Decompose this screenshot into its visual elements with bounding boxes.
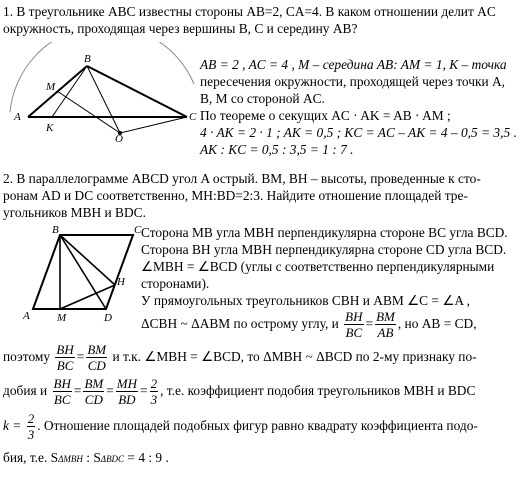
label-H2: H <box>117 276 125 288</box>
fraction-2: $\frac{BM}{CD}$ <box>84 376 104 408</box>
problem1-figure <box>0 42 200 142</box>
problem2-statement-line2: ронам AD и DC соответственно, MH:BD=2:3. Найдите отношение площадей тре- <box>3 188 468 203</box>
p2-line6-text-a: ΔCBH ~ ΔABM по острому углу, и <box>141 316 339 331</box>
p2-line10-sub2: ΔBDC <box>100 454 125 464</box>
p1-sol-line4: По теореме о секущих AC · AK = AB · AM ; <box>200 108 451 123</box>
p2-sol-line5: У прямоугольных треугольников CBH и ABM ∠C = ∠A , <box>141 293 470 308</box>
label-O: O <box>115 133 123 142</box>
p2-sol-line4: сторонами). <box>141 276 210 291</box>
p2-sol-line6: ΔCBH ~ ΔABM по острому углу, и $\frac{BH}{BC}$ = $\frac{BM}{AB}$ , но AB = CD, <box>141 309 477 341</box>
p1-sol-line3: B, M со стороной AC. <box>200 91 325 106</box>
p2-line10-sub1: ΔMBH <box>58 454 83 464</box>
p2-line7-text-a: поэтому <box>3 349 51 364</box>
p2-line8-text-a: добия и <box>3 383 48 398</box>
p2-sol-line9 <box>3 410 478 442</box>
label-B2: B <box>52 224 59 236</box>
p2-sol-line10 <box>3 450 169 467</box>
p2-sol-line2: Сторона BH угла MBH перпендикулярна стороне CD угла BCD. <box>141 242 507 257</box>
p2-sol-line1: Сторона MB угла MBH перпендикулярна стороне BC угла BCD. <box>141 225 508 240</box>
p1-sol-line5: 4 · AK = 2 · 1 ; AK = 0,5 ; KC = AC – AK = 4 – 0,5 = 3,5 . <box>200 125 517 140</box>
p2-line9-text: . Отношение площадей подобных фигур равно квадрату коэффициента подо- <box>37 418 478 433</box>
p1-sol-line6: AK : KC = 0,5 : 3,5 = 1 : 7 . <box>200 142 354 157</box>
label-C2: C <box>134 224 142 236</box>
problem2-statement-line1: 2. В параллелограмме ABCD угол A острый. BM, BH – высоты, проведенные к сто- <box>3 171 481 186</box>
label-M2: M <box>57 312 67 322</box>
p2-line7-text-b: и т.к. ∠MBH = ∠BCD, то ΔMBH ~ ΔBCD по 2-му признаку по- <box>112 349 477 364</box>
fraction-1: $\frac{BH}{BC}$ <box>53 376 71 408</box>
problem1-statement-line1: 1. В треугольнике ABC известны стороны AB=2, CA=4. В каком отношении делит AC <box>3 4 496 19</box>
problem1-statement-line2: окружность, проходящая через вершины B, C и середину AB? <box>3 21 358 36</box>
label-K: K <box>46 122 54 134</box>
p2-sol-line7: поэтому $\frac{BH}{BC}$ = $\frac{BM}{CD}$ и т.к. ∠MBH = ∠BCD, то ΔMBH ~ ΔBCD по 2-му признаку по- <box>3 342 477 374</box>
p1-sol-line1: AB = 2 , AC = 4 , M – середина AB: AM = 1, K – точка <box>200 57 507 72</box>
label-A: A <box>14 111 21 123</box>
problem2-figure <box>20 222 142 322</box>
p2-line10-end: = 4 : 9 . <box>124 450 169 465</box>
p2-line10-mid: : S <box>82 450 101 465</box>
label-B: B <box>84 53 91 65</box>
problem2-statement-line3: угольников MBH и BDC. <box>3 205 146 220</box>
p2-line8-text-b: , т.е. коэффициент подобия треугольников MBH и BDC <box>160 383 476 398</box>
label-M: M <box>46 81 56 93</box>
p2-sol-line8: добия и $\frac{BH}{BC}$ = $\frac{BM}{CD}$ = $\frac{MH}{BD}$ = $\frac{2}{3}$ , т.е. коэффициент подобия треугольников MBH и BDC <box>3 376 476 408</box>
p2-line10-a: бия, т.е. S <box>3 450 59 465</box>
label-D2: D <box>104 312 112 322</box>
fraction-bh-bc-2: $\frac{BH}{BC}$ <box>56 342 74 374</box>
fraction-3: $\frac{MH}{BD}$ <box>116 376 137 408</box>
p2-line6-text-b: , но AB = CD, <box>397 316 477 331</box>
fraction-4: $\frac{2}{3}$ <box>150 376 158 408</box>
fraction-bh-bc: $\frac{BH}{BC}$ <box>345 309 363 341</box>
fraction-k: $\frac{2}{3}$ <box>27 411 35 443</box>
fraction-bm-ab: $\frac{BM}{AB}$ <box>376 309 395 341</box>
p2-line9-k: k = <box>3 418 22 433</box>
p1-sol-line2: пересечения окружности, проходящей через точки A, <box>200 74 506 89</box>
label-A2: A <box>23 310 30 322</box>
label-C: C <box>189 111 197 123</box>
fraction-bm-cd: $\frac{BM}{CD}$ <box>87 342 107 374</box>
p2-sol-line3: ∠MBH = ∠BCD (углы с соответственно перпендикулярными <box>141 259 495 274</box>
